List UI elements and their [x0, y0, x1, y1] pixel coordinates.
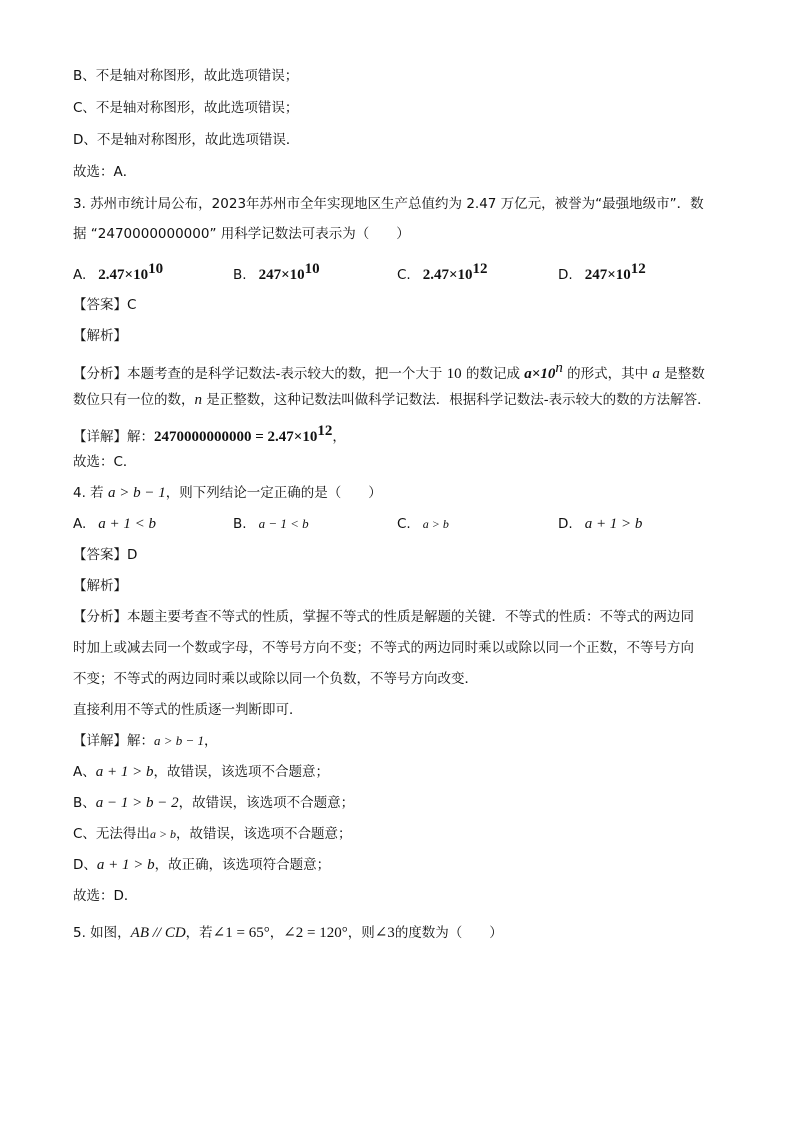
option-math: 247×10	[258, 267, 305, 283]
q4-analysis-line4: 直接利用不等式的性质逐一判断即可．	[73, 702, 303, 718]
q2-option-d-explanation: D、不是轴对称图形，故此选项错误．	[73, 132, 300, 148]
text: ，若	[185, 925, 213, 941]
text: 的数记成	[461, 366, 525, 382]
math: a	[652, 366, 660, 382]
math-exponent: 12	[317, 423, 333, 439]
q3-answer: 【答案】C	[73, 297, 137, 313]
text: ，	[204, 733, 218, 749]
q3-choice: 故选：C．	[73, 454, 137, 470]
text: C、无法得出	[73, 826, 150, 842]
text: B、	[73, 795, 96, 811]
option-label: B.	[233, 516, 247, 532]
q4-jiexi-heading: 【解析】	[73, 578, 127, 594]
text: 4. 若	[73, 485, 108, 501]
q4-stem	[73, 483, 382, 503]
text: D、	[73, 857, 97, 873]
q5-stem	[73, 923, 503, 943]
math: a + 1 > b	[95, 764, 154, 780]
q3-stem-line2: 据 “2470000000000” 用科学记数法可表示为（ ）	[73, 226, 410, 242]
q4-option-b	[233, 514, 309, 534]
math: n	[194, 392, 202, 408]
text: 的形式，其中	[562, 366, 653, 382]
text: 是正整数，这种记数法叫做科学记数法．根据科学记数法-表示较大的数的方法解答．	[202, 392, 711, 408]
option-label: D.	[558, 516, 573, 532]
option-math: a > b	[422, 517, 449, 531]
text: 的度数为（ ）	[394, 925, 503, 941]
text: ，	[269, 925, 284, 941]
q3-analysis-line2	[73, 390, 711, 410]
q4-analysis-line3: 不变；不等式的两边同时乘以或除以同一个负数，不等号方向改变．	[73, 671, 478, 687]
q3-analysis-line1	[73, 358, 705, 384]
option-exponent: 12	[472, 261, 488, 277]
q4-option-d	[558, 514, 642, 534]
option-math: 247×10	[584, 267, 631, 283]
q4-analysis-line2: 时加上或减去同一个数或字母，不等号方向不变；不等式的两边同时乘以或除以同一个正数，不等号方向	[73, 640, 694, 656]
math: 10	[446, 366, 462, 382]
text: ，故错误，该选项不合题意；	[153, 764, 329, 780]
math: a > b − 1	[154, 733, 205, 748]
option-label: C.	[397, 267, 411, 283]
text: 【详解】解：	[73, 733, 154, 749]
option-math: a + 1 < b	[98, 516, 157, 532]
q2-option-c-explanation: C、不是轴对称图形，故此选项错误；	[73, 100, 299, 116]
math: a×10	[524, 366, 556, 382]
q4-option-a	[73, 514, 156, 534]
q4-choice: 故选：D．	[73, 888, 138, 904]
q3-detail	[73, 421, 346, 447]
q4-option-c	[397, 514, 449, 534]
math: ∠1 = 65°	[212, 925, 270, 941]
q4-analysis-line1: 【分析】本题主要考查不等式的性质，掌握不等式的性质是解题的关键．不等式的性质：不等式的两边同	[73, 609, 694, 625]
text: 是整数	[659, 366, 705, 382]
text: 5. 如图，	[73, 925, 131, 941]
option-label: A.	[73, 267, 87, 283]
q2-option-b-explanation: B、不是轴对称图形，故此选项错误；	[73, 68, 299, 84]
math: a + 1 > b	[96, 857, 155, 873]
option-exponent: 10	[148, 261, 164, 277]
q3-stem-line1: 3. 苏州市统计局公布，2023年苏州市全年实现地区生产总值约为 2.47 万亿元，被誉为“最强地级市”．数	[73, 196, 704, 212]
text: ，故错误，该选项不合题意；	[176, 826, 352, 842]
text: ，则	[347, 925, 375, 941]
option-math: a − 1 < b	[258, 516, 309, 531]
q4-option-a-explanation	[73, 762, 329, 782]
q2-choice: 故选：A．	[73, 164, 137, 180]
text: ，故正确，该选项符合题意；	[154, 857, 331, 873]
q4-answer: 【答案】D	[73, 547, 138, 563]
text: 数位只有一位的数，	[73, 392, 195, 408]
text: 【分析】本题考查的是科学记数法-表示较大的数，把一个大于	[73, 366, 447, 382]
option-math: 2.47×10	[422, 267, 473, 283]
q3-option-d	[558, 259, 646, 285]
option-label: A.	[73, 516, 87, 532]
text: ，故错误，该选项不合题意；	[178, 795, 355, 811]
math: a > b − 1	[107, 485, 166, 501]
option-exponent: 10	[304, 261, 320, 277]
math: ∠2 = 120°	[283, 925, 348, 941]
q4-option-b-explanation	[73, 793, 354, 813]
q4-option-c-explanation	[73, 824, 352, 844]
q3-option-b	[233, 259, 320, 285]
option-math: a + 1 > b	[584, 516, 643, 532]
q3-option-c	[397, 259, 488, 285]
option-label: C.	[397, 516, 411, 532]
option-label: B.	[233, 267, 247, 283]
q4-option-d-explanation	[73, 855, 330, 875]
text: ，则下列结论一定正确的是（ ）	[165, 485, 382, 501]
text: 【详解】解：	[73, 429, 154, 445]
math: AB // CD	[130, 925, 186, 941]
math: 2470000000000 = 2.47×10	[154, 429, 318, 445]
option-math: 2.47×10	[98, 267, 149, 283]
q3-option-a	[73, 259, 163, 285]
text: A、	[73, 764, 96, 780]
math: a − 1 > b − 2	[95, 795, 179, 811]
q4-detail	[73, 731, 218, 751]
option-exponent: 12	[630, 261, 646, 277]
option-label: D.	[558, 267, 573, 283]
math: ∠3	[374, 925, 395, 941]
text: ，	[332, 429, 346, 445]
q3-jiexi-heading: 【解析】	[73, 328, 127, 344]
math-exponent: n	[555, 360, 563, 376]
math: a > b	[149, 827, 177, 841]
